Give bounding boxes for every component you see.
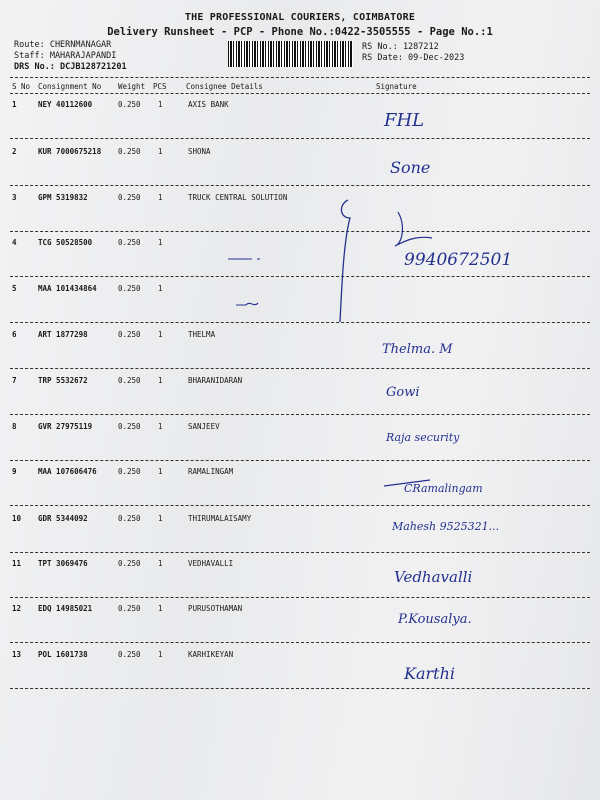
- row-consignment-no: GDR 5344092: [38, 514, 88, 523]
- row-weight: 0.250: [118, 514, 141, 523]
- col-header-sno: S No: [12, 82, 31, 91]
- col-header-weight: Weight: [118, 82, 146, 91]
- col-header-signature: Signature: [376, 82, 417, 91]
- col-header-consignee: Consignee Details: [186, 82, 263, 91]
- row-signature: CRamalingam: [404, 482, 483, 495]
- row-weight: 0.250: [118, 376, 141, 385]
- row-pcs: 1: [158, 100, 163, 109]
- row-sno: 5: [12, 284, 17, 293]
- row-sno: 13: [12, 650, 22, 659]
- row-pcs: 1: [158, 467, 163, 476]
- row-sno: 11: [12, 559, 22, 568]
- row-sno: 9: [12, 467, 17, 476]
- row-signature: Karthi: [404, 664, 455, 683]
- row-weight: 0.250: [118, 422, 141, 431]
- row-signature: Thelma. M: [382, 342, 453, 357]
- row-weight: 0.250: [118, 100, 141, 109]
- row-pcs: 1: [158, 193, 163, 202]
- row-pcs: 1: [158, 604, 163, 613]
- row-weight: 0.250: [118, 284, 141, 293]
- row-consignment-no: TRP 5532672: [38, 376, 88, 385]
- row-signature: Mahesh 9525321...: [392, 520, 500, 533]
- row-sno: 12: [12, 604, 22, 613]
- row-sno: 8: [12, 422, 17, 431]
- row-consignee: THELMA: [188, 330, 216, 339]
- col-header-pcs: PCS: [153, 82, 167, 91]
- row-weight: 0.250: [118, 330, 141, 339]
- row-pcs: 1: [158, 514, 163, 523]
- row-pcs: 1: [158, 238, 163, 247]
- row-consignment-no: KUR 7000675218: [38, 147, 102, 156]
- row-signature: P.Kousalya.: [398, 612, 472, 627]
- row-pcs: 1: [158, 559, 163, 568]
- row-sno: 1: [12, 100, 17, 109]
- row-signature: Sone: [390, 158, 431, 177]
- scribble-row4: [395, 212, 432, 246]
- row-consignment-no: NEY 40112600: [38, 100, 93, 109]
- row-pcs: 1: [158, 330, 163, 339]
- row-consignment-no: TPT 3069476: [38, 559, 88, 568]
- row-consignment-no: ART 1877298: [38, 330, 88, 339]
- row-consignment-no: EDQ 14985021: [38, 604, 93, 613]
- row-consignee: TRUCK CENTRAL SOLUTION: [188, 193, 288, 202]
- row-weight: 0.250: [118, 467, 141, 476]
- company-title: THE PROFESSIONAL COURIERS, COIMBATORE: [184, 12, 416, 23]
- row-weight: 0.250: [118, 147, 141, 156]
- row-signature: Vedhavalli: [394, 568, 473, 586]
- row-consignee: SHONA: [188, 147, 211, 156]
- rs-number: RS No.: 1287212: [362, 42, 439, 52]
- row-pcs: 1: [158, 650, 163, 659]
- bracket-stroke: [340, 200, 350, 322]
- row-consignee: RAMALINGAM: [188, 467, 234, 476]
- row-sno: 10: [12, 514, 22, 523]
- route-label: Route: CHERNMANAGAR: [14, 40, 112, 50]
- row-weight: 0.250: [118, 559, 141, 568]
- row-consignment-no: POL 1601738: [38, 650, 88, 659]
- rs-date: RS Date: 09-Dec-2023: [362, 53, 465, 63]
- row-consignee: SANJEEV: [188, 422, 220, 431]
- dash-mark-row5: [236, 303, 258, 305]
- row-weight: 0.250: [118, 238, 141, 247]
- row-sno: 6: [12, 330, 17, 339]
- row-signature: 9940672501: [404, 250, 513, 270]
- row-weight: 0.250: [118, 650, 141, 659]
- row-sno: 3: [12, 193, 17, 202]
- row-consignment-no: TCG 50528500: [38, 238, 93, 247]
- row-pcs: 1: [158, 376, 163, 385]
- col-header-consignment: Consignment No: [38, 82, 102, 91]
- drs-number: DRS No.: DCJB128721201: [14, 62, 127, 72]
- row-consignee: PURUSOTHAMAN: [188, 604, 243, 613]
- row-consignee: VEDHAVALLI: [188, 559, 234, 568]
- row-consignment-no: MAA 101434864: [38, 284, 97, 293]
- row-consignment-no: GPM 5319832: [38, 193, 88, 202]
- row-signature: Gowi: [386, 385, 420, 400]
- row-consignee: BHARANIDARAN: [188, 376, 243, 385]
- row-consignee: THIRUMALAISAMY: [188, 514, 252, 523]
- row-signature: FHL: [384, 110, 425, 131]
- underline-row9: [384, 480, 430, 486]
- row-pcs: 1: [158, 147, 163, 156]
- row-weight: 0.250: [118, 193, 141, 202]
- row-sno: 4: [12, 238, 17, 247]
- row-consignment-no: MAA 107606476: [38, 467, 97, 476]
- row-sno: 7: [12, 376, 17, 385]
- row-weight: 0.250: [118, 604, 141, 613]
- row-consignee: KARHIKEYAN: [188, 650, 234, 659]
- row-consignee: AXIS BANK: [188, 100, 229, 109]
- runsheet-subtitle: Delivery Runsheet - PCP - Phone No.:0422-3505555 - Page No.:1: [107, 26, 493, 38]
- row-pcs: 1: [158, 284, 163, 293]
- row-sno: 2: [12, 147, 17, 156]
- row-pcs: 1: [158, 422, 163, 431]
- row-consignment-no: GVR 27975119: [38, 422, 93, 431]
- staff-label: Staff: MAHARAJAPANDI: [14, 51, 117, 61]
- row-signature: Raja security: [386, 431, 460, 444]
